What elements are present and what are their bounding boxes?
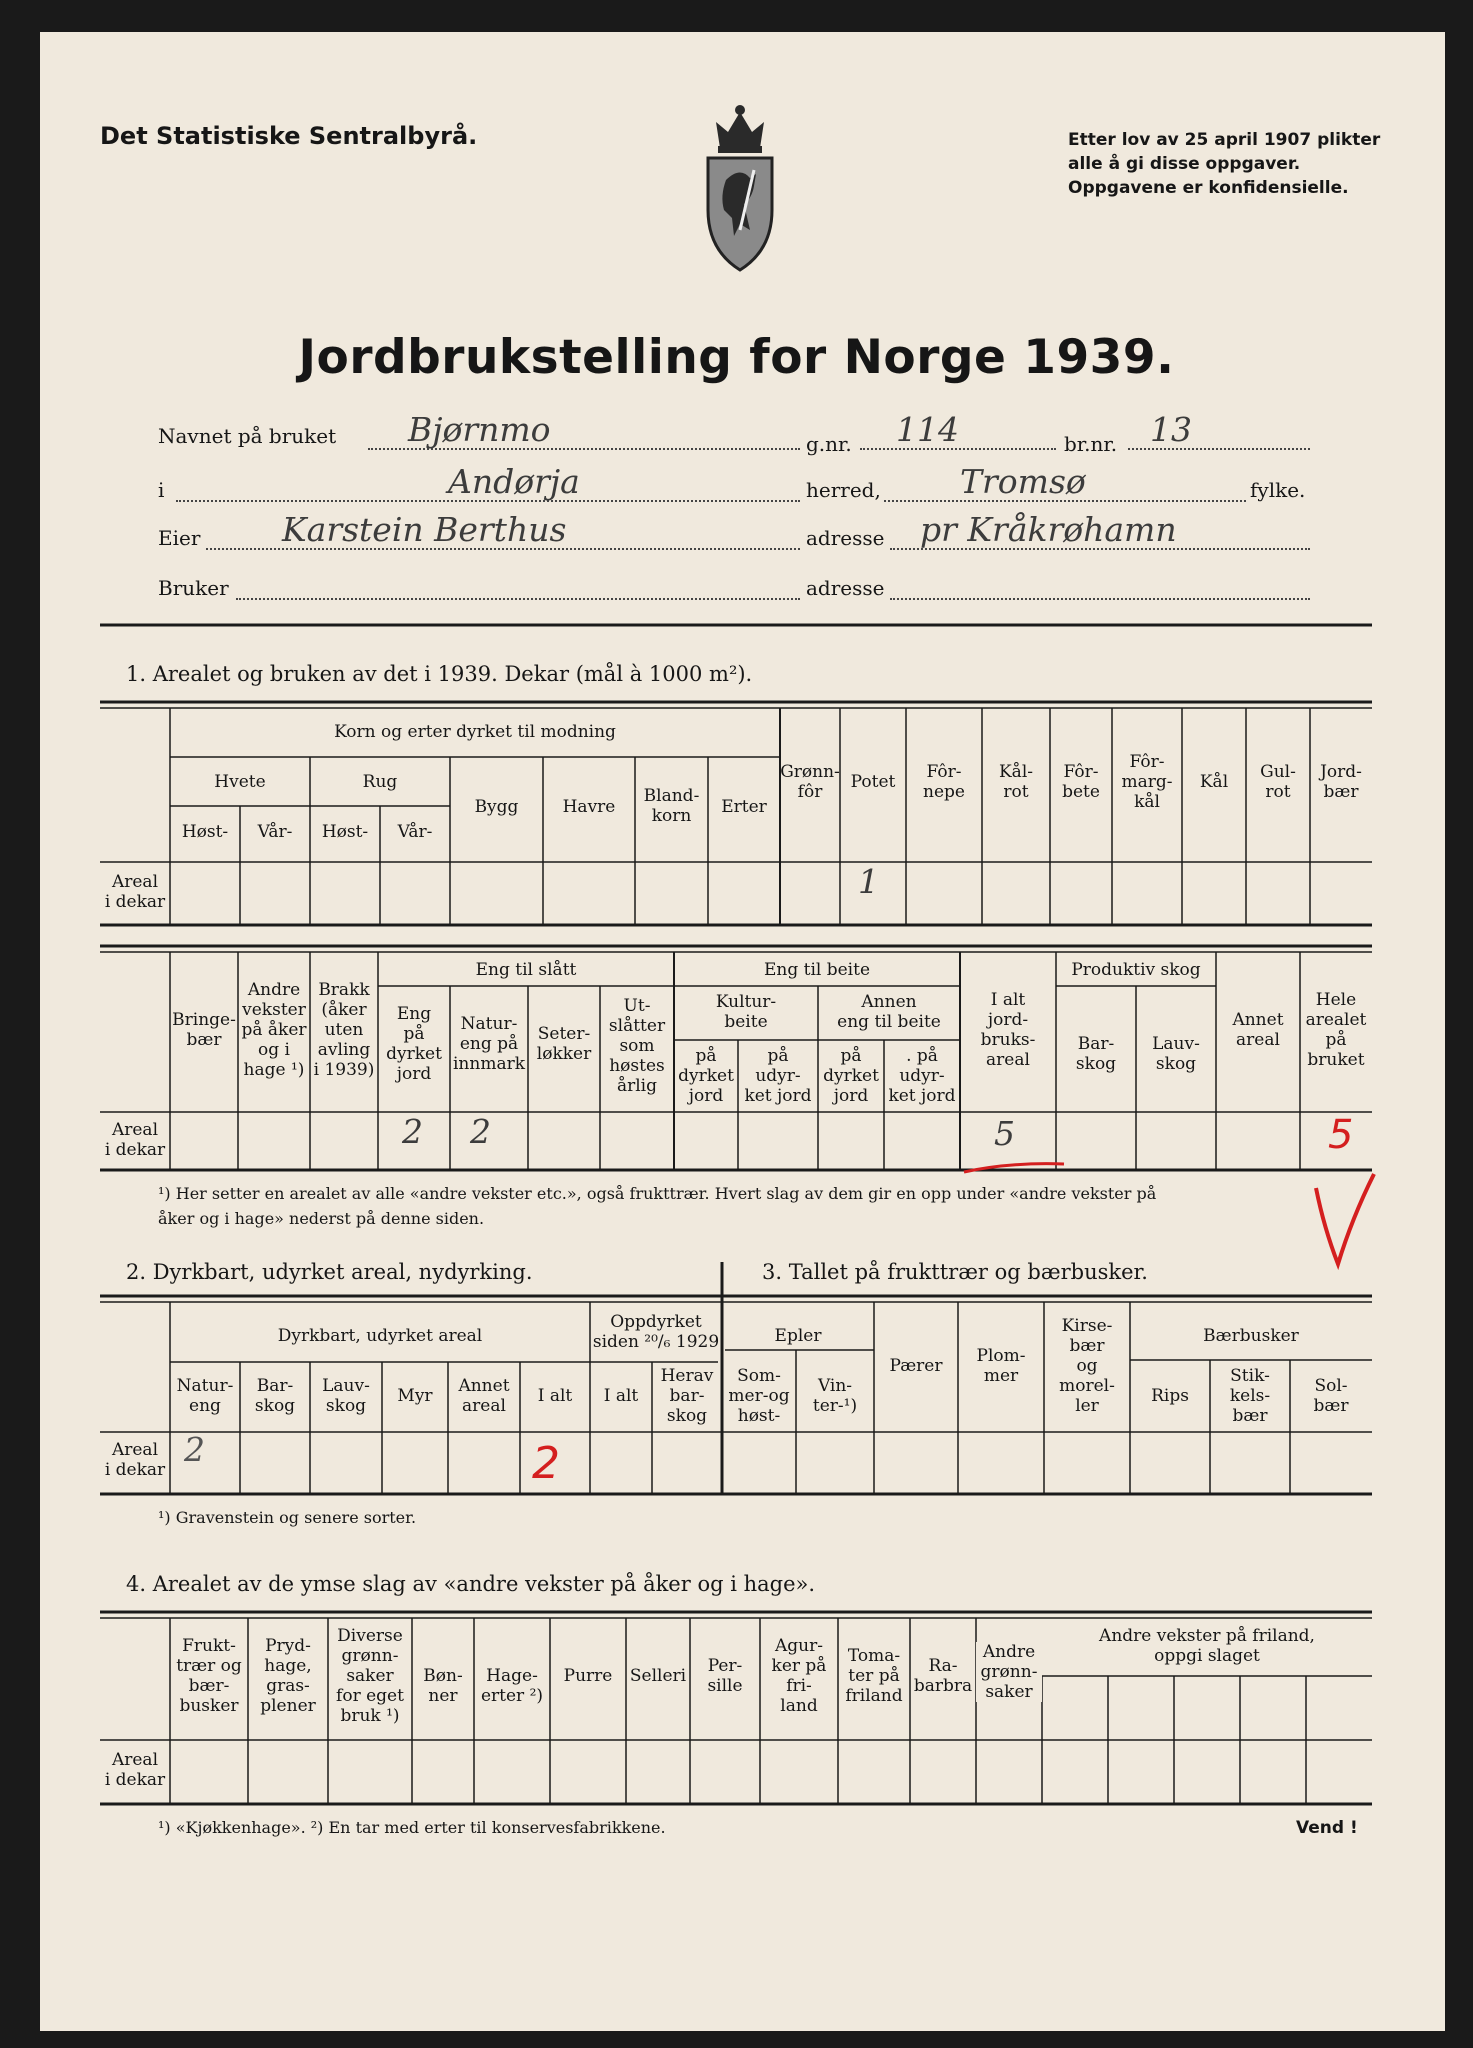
t4-row-label: Areal i dekar	[104, 1750, 166, 1790]
i-alt-jord-header: I alt jord- bruks- areal	[980, 990, 1036, 1070]
t1b-row-label: Areal i dekar	[104, 1120, 166, 1160]
seterlokker-header: Seter- løkker	[536, 1024, 592, 1064]
annen-udyrket-header: . på udyr- ket jord	[888, 1046, 956, 1106]
erter-header: Erter	[721, 797, 767, 817]
bonner-header: Bøn- ner	[423, 1666, 463, 1706]
hageerter-header: Hage- erter ²)	[480, 1666, 544, 1706]
law-line-2: alle å gi disse oppgaver.	[1068, 154, 1301, 174]
formargkal-header: Fôr- marg- kål	[1121, 752, 1173, 812]
tomater-header: Toma- ter på friland	[845, 1646, 903, 1706]
fornepe-header: Fôr- nepe	[923, 762, 965, 802]
andre-gronnsaker-header: Andre grønn- saker	[976, 1642, 1042, 1702]
produktiv-skog-header: Produktiv skog	[1071, 960, 1201, 980]
bruker-label: Bruker	[158, 576, 229, 600]
navnet-value: Bjørnmo	[408, 410, 551, 449]
kal-header: Kål	[1199, 772, 1229, 792]
vend-label: Vend !	[1296, 1818, 1358, 1838]
baerbusker-header: Bærbusker	[1203, 1326, 1299, 1346]
i-alt-value: 5	[994, 1114, 1015, 1153]
jordbaer-header: Jord- bær	[1320, 762, 1362, 802]
gronnfor-header: Grønn- fôr	[780, 762, 840, 802]
hele-arealet-header: Hele arealet på bruket	[1305, 990, 1367, 1070]
rabarbra-header: Ra- barbra	[913, 1656, 973, 1696]
potet-header: Potet	[850, 772, 896, 792]
hvete-header: Hvete	[214, 772, 266, 792]
purre-header: Purre	[563, 1666, 613, 1686]
natureng-value: 2	[184, 1430, 205, 1469]
agurker-header: Agur- ker på fri- land	[771, 1636, 827, 1716]
brnr-value: 13	[1150, 410, 1192, 449]
law-line-1: Etter lov av 25 april 1907 plikter	[1068, 130, 1381, 150]
eng-dyrket-header: Eng på dyrket jord	[386, 1004, 442, 1084]
eier-adresse-label: adresse	[806, 526, 885, 550]
navnet-label: Navnet på bruket	[158, 424, 337, 448]
rug-var-header: Vår-	[397, 822, 433, 842]
blandkorn-header: Bland- korn	[643, 786, 700, 826]
kultur-dyrket-header: på dyrket jord	[678, 1046, 734, 1106]
s2-barskog-header: Bar- skog	[254, 1376, 296, 1416]
frukttraer-header: Frukt- trær og bær- busker	[176, 1636, 242, 1716]
eier-adresse-value: pr Kråkrøhamn	[920, 510, 1177, 549]
potet-value: 1	[858, 862, 879, 901]
section4-footnote: ¹) «Kjøkkenhage». ²) En tar med erter til konservesfabrikkene.	[158, 1818, 666, 1837]
hvete-host-header: Høst-	[181, 822, 229, 842]
kirsebaer-header: Kirse- bær og morel- ler	[1059, 1316, 1115, 1416]
gnr-value: 114	[896, 410, 959, 449]
section2-heading: 2. Dyrkbart, udyrket areal, nydyrking.	[126, 1260, 533, 1284]
sommer-header: Som- mer-og høst-	[728, 1366, 790, 1426]
i-alt-underline	[960, 1158, 1070, 1178]
section4-heading: 4. Arealet av de ymse slag av «andre vekster på åker og i hage».	[126, 1572, 816, 1596]
lauvskog-header: Lauv- skog	[1152, 1034, 1200, 1074]
section3-heading: 3. Tallet på frukttrær og bærbusker.	[762, 1260, 1148, 1284]
section3-footnote: ¹) Gravenstein og senere sorter.	[158, 1508, 417, 1527]
prydhage-header: Pryd- hage, gras- plener	[260, 1636, 316, 1716]
t1-row-label: Areal i dekar	[104, 872, 166, 912]
andre-friland-header: Andre vekster på friland, oppgi slaget	[1099, 1626, 1315, 1666]
s2-lauvskog-header: Lauv- skog	[322, 1376, 370, 1416]
eier-label: Eier	[158, 526, 201, 550]
diverse-header: Diverse grønn- saker for eget bruk ¹)	[336, 1626, 404, 1726]
rips-header: Rips	[1151, 1386, 1189, 1406]
vinter-header: Vin- ter-¹)	[812, 1376, 858, 1416]
rug-host-header: Høst-	[321, 822, 369, 842]
annen-eng-header: Annen eng til beite	[837, 992, 941, 1032]
agency-name: Det Statistiske Sentralbyrå.	[100, 122, 478, 150]
herav-barskog-header: Herav bar- skog	[660, 1366, 714, 1426]
selleri-header: Selleri	[629, 1666, 687, 1686]
bygg-header: Bygg	[474, 797, 519, 817]
bruker-adresse-label: adresse	[806, 576, 885, 600]
oppd-i-alt-header: I alt	[603, 1386, 639, 1406]
korn-group-header: Korn og erter dyrket til modning	[334, 722, 616, 742]
epler-header: Epler	[774, 1326, 822, 1346]
gulrot-header: Gul- rot	[1260, 762, 1296, 802]
hele-value: 5	[1328, 1112, 1354, 1158]
t2-row-label: Areal i dekar	[104, 1440, 166, 1480]
eng-dyrket-value: 2	[402, 1112, 423, 1151]
dyrkbart-group-header: Dyrkbart, udyrket areal	[277, 1326, 483, 1346]
herred-label: herred,	[806, 478, 881, 502]
rug-header: Rug	[362, 772, 398, 792]
kultur-udyrket-header: på udyr- ket jord	[744, 1046, 812, 1106]
fylke-label: fylke.	[1250, 478, 1306, 502]
naturengeng-header: Natur- eng på innmark	[452, 1014, 526, 1074]
plommer-header: Plom- mer	[976, 1346, 1026, 1386]
persille-header: Per- sille	[707, 1656, 743, 1696]
barskog-header: Bar- skog	[1075, 1034, 1117, 1074]
forbete-header: Fôr- bete	[1062, 762, 1100, 802]
solbaer-header: Sol- bær	[1313, 1376, 1349, 1416]
s2-i-alt-header: I alt	[537, 1386, 573, 1406]
s2-annet-header: Annet areal	[458, 1376, 510, 1416]
bringebaer-header: Bringe- bær	[172, 1010, 236, 1050]
kulturbeite-header: Kultur- beite	[715, 992, 777, 1032]
utslatter-header: Ut- slåtter som høstes årlig	[608, 996, 666, 1096]
eier-value: Karstein Berthus	[282, 510, 567, 549]
section1b-footnote: ¹) Her setter en arealet av alle «andre vekster etc.», også frukttrær. Hvert slag av dem gir en opp under «andre vekster på åker og i hage» nederst på denne siden.	[158, 1184, 1157, 1228]
brnr-label: br.nr.	[1064, 432, 1118, 456]
gnr-label: g.nr.	[806, 432, 852, 456]
oppdyrket-header: Oppdyrket siden ²⁰/₆ 1929	[592, 1312, 720, 1352]
annet-areal-header: Annet areal	[1232, 1010, 1284, 1050]
myr-header: Myr	[397, 1386, 433, 1406]
i-value: Andørja	[448, 462, 580, 501]
brakk-header: Brakk (åker uten avling i 1939)	[313, 980, 375, 1080]
hvete-var-header: Vår-	[257, 822, 293, 842]
i-label: i	[158, 478, 165, 502]
form-title: Jordbrukstelling for Norge 1939.	[298, 330, 1175, 385]
naturengeng-value: 2	[470, 1112, 491, 1151]
section1-heading: 1. Arealet og bruken av det i 1939. Dekar (mål à 1000 m²).	[126, 662, 753, 686]
paerer-header: Pærer	[889, 1356, 943, 1376]
havre-header: Havre	[562, 797, 616, 817]
eng-slatt-header: Eng til slått	[475, 960, 577, 980]
law-line-3: Oppgavene er konfidensielle.	[1068, 178, 1349, 198]
natureng-header: Natur- eng	[176, 1376, 234, 1416]
eng-beite-header: Eng til beite	[763, 960, 871, 980]
kalrot-header: Kål- rot	[998, 762, 1034, 802]
stikkelsbaer-header: Stik- kels- bær	[1229, 1366, 1271, 1426]
herred-value: Tromsø	[960, 462, 1086, 501]
andre-vekster-header: Andre vekster på åker og i hage ¹)	[241, 980, 307, 1080]
annen-dyrket-header: på dyrket jord	[823, 1046, 879, 1106]
s2-i-alt-value: 2	[532, 1438, 560, 1489]
